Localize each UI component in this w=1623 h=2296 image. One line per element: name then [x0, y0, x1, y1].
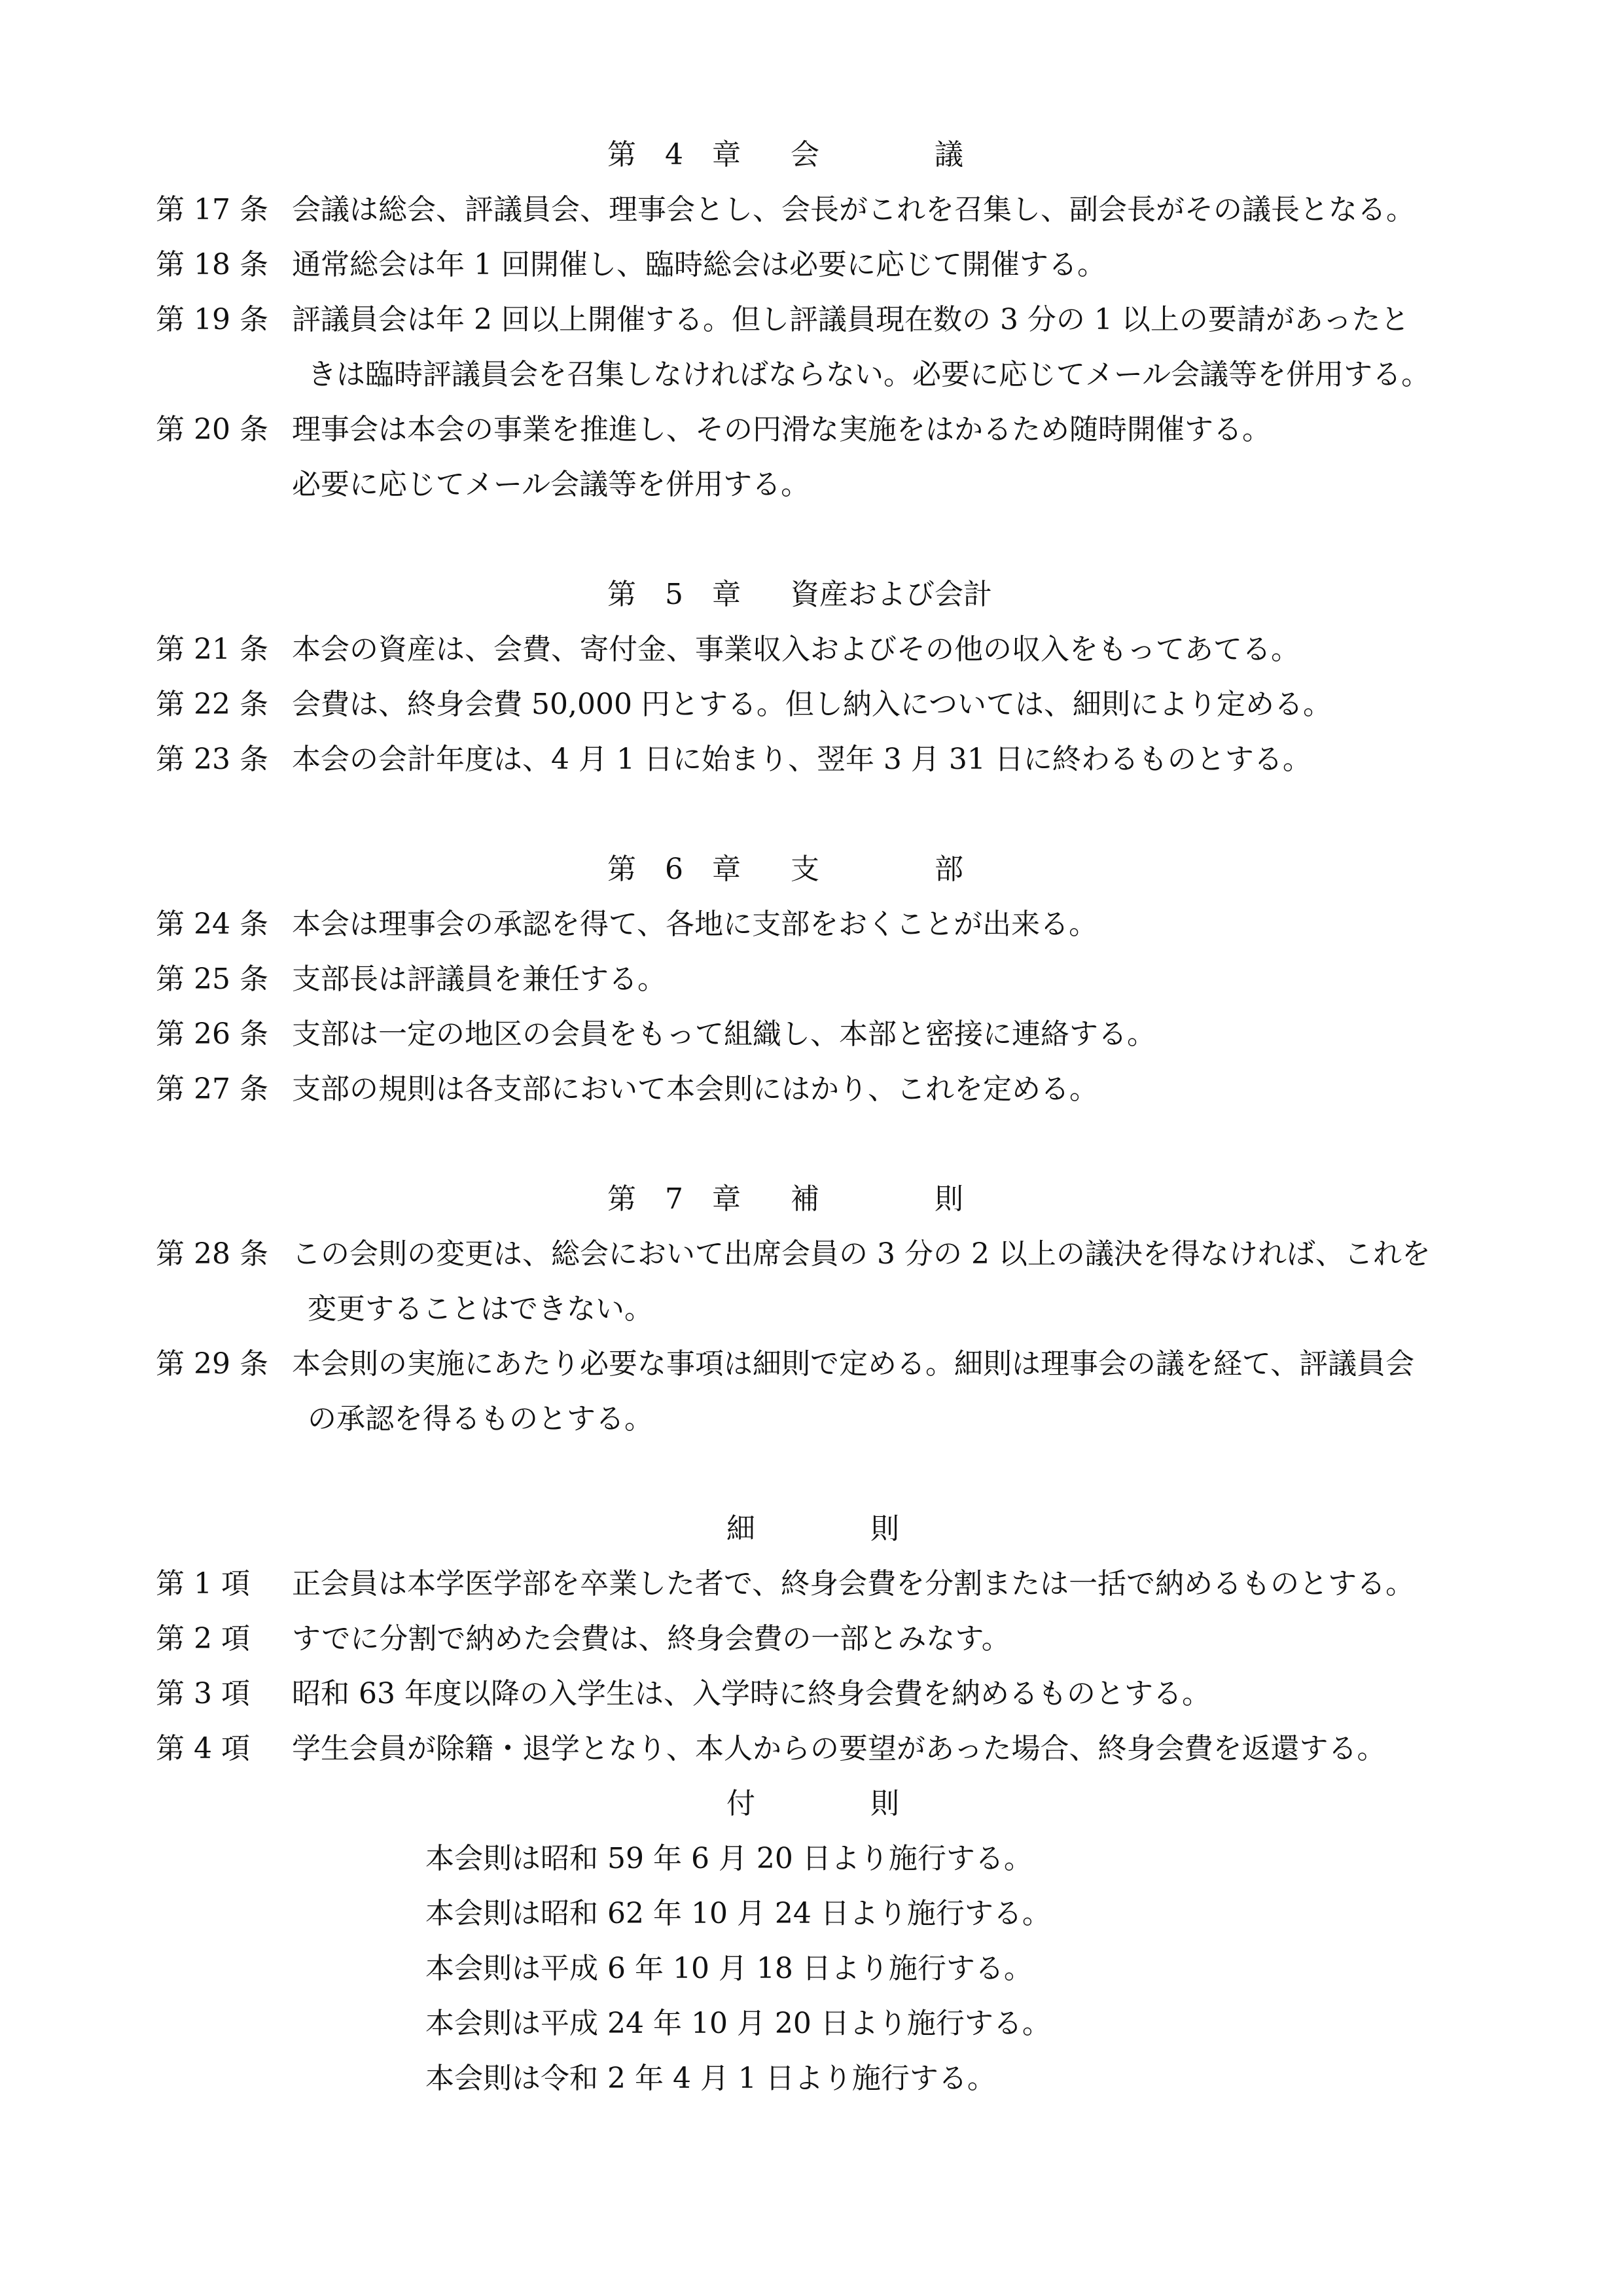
article-18: [156, 238, 1504, 292]
bylaws-heading: [156, 1502, 1504, 1557]
article-number: 第 22 条: [156, 688, 268, 721]
document-page: [156, 128, 1504, 2106]
article-number: 第 20 条: [156, 413, 268, 446]
article-line: 本会則の実施にあたり必要な事項は細則で定める。細則は理事会の議を経て、評議員会: [292, 1347, 1415, 1381]
section-gap: [156, 1447, 1504, 1502]
article-line: 本会は理事会の承認を得て、各地に支部をおくことが出来る。: [292, 908, 1098, 941]
article-number: 第 24 条: [156, 908, 268, 941]
article-text: [292, 183, 1504, 238]
bylaw-item-4: [156, 1722, 1504, 1776]
item-number: 第 1 項: [156, 1567, 250, 1600]
article-27: [156, 1062, 1504, 1117]
article-text: [292, 952, 1504, 1007]
article-text: [292, 622, 1504, 677]
chapter-7-heading: [156, 1172, 1504, 1227]
section-gap: [156, 1117, 1504, 1172]
article-number: 第 28 条: [156, 1237, 268, 1271]
article-line: 本会の資産は、会費、寄付金、事業収入およびその他の収入をもってあてる。: [292, 633, 1300, 666]
article-line: の承認を得るものとする。: [308, 1402, 653, 1436]
article-line: 理事会は本会の事業を推進し、その円滑な実施をはかるため随時開催する。: [292, 413, 1271, 446]
item-line: すでに分割で納めた会費は、終身会費の一部とみなす。: [292, 1622, 1010, 1655]
chapter-title: 資産および会計: [791, 578, 992, 611]
article-26: [156, 1007, 1504, 1062]
article-text: [292, 1062, 1504, 1117]
article-number: 第 21 条: [156, 633, 268, 666]
chapter-6-heading: [156, 842, 1504, 897]
article-text: [292, 402, 1504, 512]
article-24: [156, 897, 1504, 952]
item-line: 昭和 63 年度以降の入学生は、入学時に終身会費を納めるものとする。: [292, 1677, 1211, 1710]
chapter-title: 支 部: [791, 853, 963, 886]
article-20: [156, 402, 1504, 512]
chapter-number: 第 6 章: [607, 853, 741, 886]
item-text: [292, 1612, 1504, 1667]
article-17: [156, 183, 1504, 238]
supplementary-heading: [156, 1776, 1504, 1831]
article-number: 第 29 条: [156, 1347, 268, 1381]
article-line: 支部は一定の地区の会員をもって組織し、本部と密接に連絡する。: [292, 1017, 1156, 1051]
item-number: 第 2 項: [156, 1622, 250, 1655]
chapter-number: 第 7 章: [607, 1182, 741, 1216]
article-number: 第 19 条: [156, 303, 268, 336]
article-number: 第 18 条: [156, 248, 268, 281]
article-line: 支部長は評議員を兼任する。: [292, 963, 666, 996]
article-text: [292, 897, 1504, 952]
article-22: [156, 677, 1504, 732]
chapter-title: 補 則: [791, 1182, 963, 1216]
enforcement-line: 本会則は令和 2 年 4 月 1 日より施行する。: [425, 2062, 996, 2095]
article-line: この会則の変更は、総会において出席会員の 3 分の 2 以上の議決を得なければ、これを: [292, 1237, 1431, 1271]
article-29: [156, 1337, 1504, 1447]
article-number: 第 23 条: [156, 743, 268, 776]
bylaws-title: 細 則: [726, 1512, 899, 1545]
article-number: 第 25 条: [156, 963, 268, 996]
chapter-4-heading: [156, 128, 1504, 183]
item-number: 第 3 項: [156, 1677, 250, 1710]
article-number: 第 26 条: [156, 1017, 268, 1051]
bylaw-item-2: [156, 1612, 1504, 1667]
chapter-5-heading: [156, 567, 1504, 622]
chapter-title: 会 議: [791, 138, 963, 171]
article-line: きは臨時評議員会を召集しなければならない。必要に応じてメール会議等を併用する。: [308, 358, 1431, 391]
article-line: 会議は総会、評議員会、理事会とし、会長がこれを召集し、副会長がその議長となる。: [292, 193, 1415, 226]
article-text: [292, 677, 1504, 732]
article-line: 会費は、終身会費 50,000 円とする。但し納入については、細則により定める。: [292, 688, 1332, 721]
enforcement-line: 本会則は平成 24 年 10 月 20 日より施行する。: [425, 2007, 1051, 2040]
article-25: [156, 952, 1504, 1007]
supplementary-list: [156, 1831, 1504, 2106]
item-text: [292, 1557, 1504, 1612]
item-number: 第 4 項: [156, 1732, 250, 1765]
article-text: [292, 1227, 1504, 1337]
article-21: [156, 622, 1504, 677]
supplementary-title: 付 則: [726, 1787, 899, 1820]
enforcement-line: 本会則は昭和 62 年 10 月 24 日より施行する。: [425, 1897, 1051, 1930]
item-line: 正会員は本学医学部を卒業した者で、終身会費を分割または一括で納めるものとする。: [292, 1567, 1415, 1600]
bylaw-item-3: [156, 1667, 1504, 1722]
enforcement-line: 本会則は昭和 59 年 6 月 20 日より施行する。: [425, 1842, 1033, 1875]
article-line: 変更することはできない。: [308, 1292, 653, 1326]
enforcement-line: 本会則は平成 6 年 10 月 18 日より施行する。: [425, 1952, 1033, 1985]
item-line: 学生会員が除籍・退学となり、本人からの要望があった場合、終身会費を返還する。: [292, 1732, 1386, 1765]
item-text: [292, 1722, 1504, 1776]
article-line: 通常総会は年 1 回開催し、臨時総会は必要に応じて開催する。: [292, 248, 1106, 281]
bylaw-item-1: [156, 1557, 1504, 1612]
section-gap: [156, 512, 1504, 567]
article-28: [156, 1227, 1504, 1337]
item-text: [292, 1667, 1504, 1722]
article-text: [292, 1337, 1504, 1447]
section-gap: [156, 787, 1504, 842]
article-text: [292, 1007, 1504, 1062]
article-line: 評議員会は年 2 回以上開催する。但し評議員現在数の 3 分の 1 以上の要請があったと: [292, 303, 1410, 336]
article-number: 第 17 条: [156, 193, 268, 226]
chapter-number: 第 5 章: [607, 578, 741, 611]
article-line: 必要に応じてメール会議等を併用する。: [292, 468, 810, 501]
article-line: 支部の規則は各支部において本会則にはかり、これを定める。: [292, 1072, 1098, 1106]
chapter-number: 第 4 章: [607, 138, 741, 171]
article-text: [292, 238, 1504, 292]
article-19: [156, 292, 1504, 402]
article-text: [292, 292, 1504, 402]
article-number: 第 27 条: [156, 1072, 268, 1106]
article-line: 本会の会計年度は、4 月 1 日に始まり、翌年 3 月 31 日に終わるものとする。: [292, 743, 1311, 776]
article-23: [156, 732, 1504, 787]
article-text: [292, 732, 1504, 787]
